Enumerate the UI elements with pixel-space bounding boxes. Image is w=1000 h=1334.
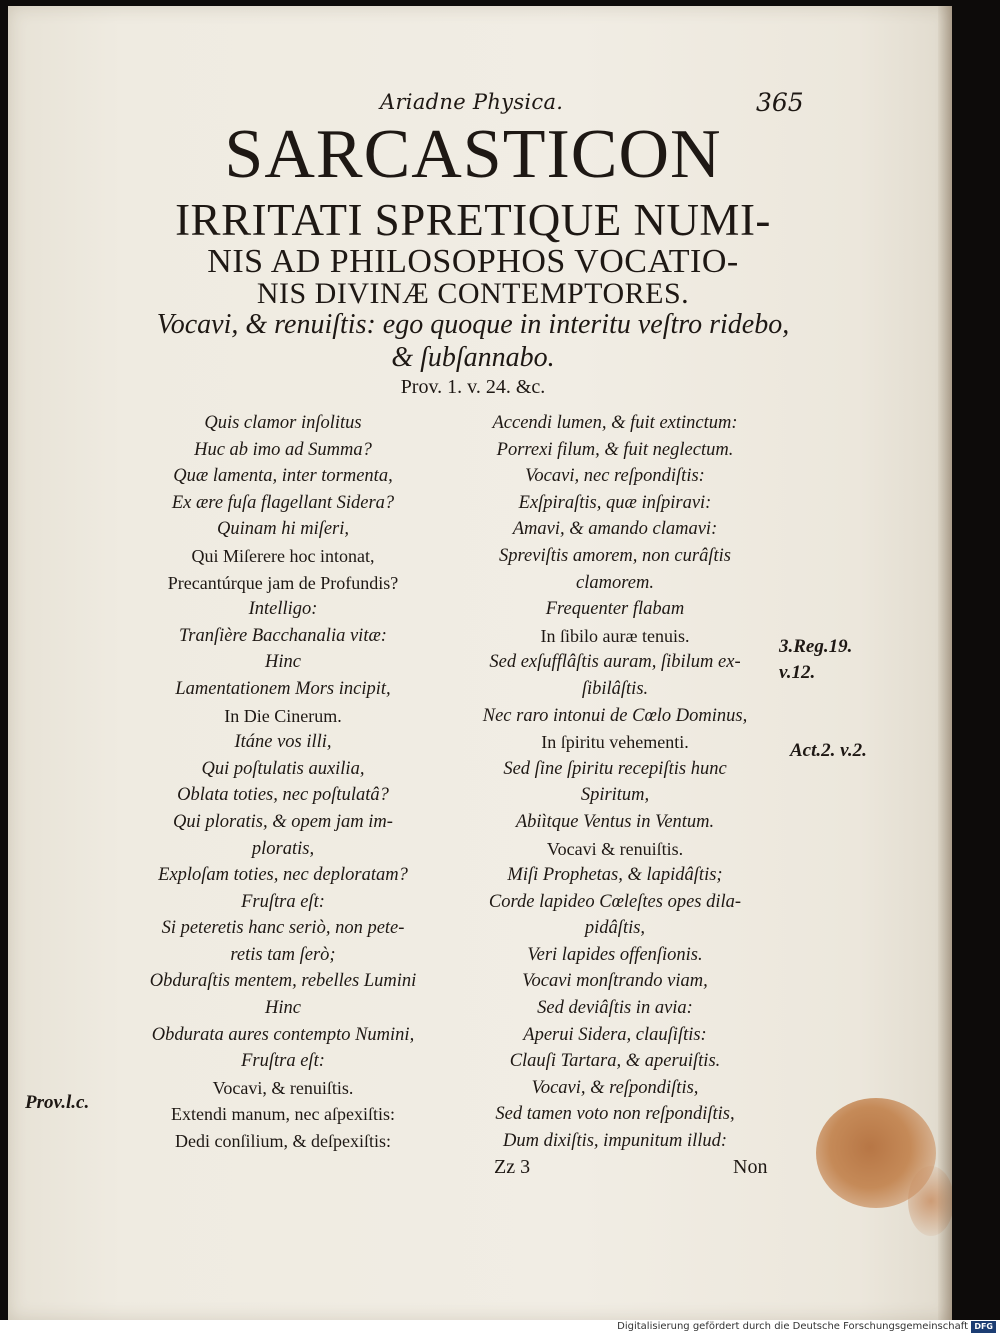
verse-line: Hinc [265,998,301,1019]
right-verse-column [455,410,775,1155]
verse-line: retis tam ſerò; [230,944,336,965]
verse-line: Quæ lamenta, inter tormenta, [173,466,393,487]
verse-line: Obduraſtis mentem, rebelles Lumini [149,971,417,992]
verse-line: Exſpiraſtis, quæ inſpiravi: [518,492,712,513]
footer-credit: Digitalisierung gefördert durch die Deutsche Forschungsgemeinschaft [617,1321,968,1332]
verse-line: Sed ſine ſpiritu recepiſtis hunc [503,758,727,779]
verse-line: Vocavi, & reſpondiſtis, [531,1077,699,1098]
margin-note-prov: Prov.l.c. [25,1092,90,1113]
verse-line: Sed exſufflâſtis auram, ſibilum ex- [489,652,741,673]
catchword: Non [733,1156,768,1178]
margin-note-reg-line-1: 3.Reg.19. [779,636,853,657]
verse-line: Frequenter flabam [545,599,685,620]
verse-line: Extendi manum, nec aſpexiſtis: [171,1104,395,1125]
verse-line: Hinc [265,652,301,673]
verse-line: Oblata toties, nec poſtulatâ? [177,785,389,806]
verse-line: Quinam hi miſeri, [216,519,350,540]
verse-line: In Die Cinerum. [224,705,342,726]
page-edge-shadow [938,6,952,1320]
verse-line: Fruſtra eſt: [241,1051,325,1072]
page-title: SARCASTICON [224,116,722,193]
left-verse-column [123,410,443,1155]
margin-note-reg-line-2: v.12. [779,662,816,683]
verse-line: Miſi Prophetas, & lapidâſtis; [507,865,723,886]
verse-line: Vocavi, nec reſpondiſtis: [525,466,705,487]
subtitle-line-1: IRRITATI SPRETIQUE NUMI- [175,195,771,245]
verse-line: Fruſtra eſt: [241,891,325,912]
verse-line: Accendi lumen, & fuit extinctum: [492,413,738,433]
verse-line: Ex ære fuſa flagellant Sidera? [171,492,395,513]
verse-line: Itáne vos illi, [234,732,332,753]
epigraph-line-2: & ſubſannabo. [391,342,555,373]
verse-line: In ſibilo auræ tenuis. [540,625,690,646]
verse-line: Aperui Sidera, clauſiſtis: [523,1024,707,1045]
verse-line: Quis clamor inſolitus [204,413,362,433]
running-head: Ariadne Physica. [380,90,564,114]
signature-mark: Zz 3 [494,1156,531,1178]
verse-line: Abiìtque Ventus in Ventum. [515,811,715,832]
verse-line: Obdurata aures contempto Numini, [151,1024,415,1045]
verse-line: ſibilâſtis. [581,678,649,699]
verse-line: Huc ab imo ad Summa? [194,439,372,460]
verse-line: Dedi conſilium, & deſpexiſtis: [175,1131,391,1152]
verse-line: Qui Miſerere hoc intonat, [191,545,375,566]
verse-line: Qui ploratis, & opem jam im- [173,811,393,832]
footer-bar [0,1320,1000,1334]
verse-line: Porrexi filum, & fuit neglectum. [496,439,734,460]
scanned-page [8,6,952,1320]
verse-line: pidâſtis, [584,918,646,939]
verse-line: Vocavi monſtrando viam, [522,971,708,992]
epigraph-line-1: Vocavi, & renuiſtis: ego quoque in interitu veſtro ridebo, [156,309,790,340]
scripture-reference: Prov. 1. v. 24. &c. [400,376,546,398]
verse-line: Corde lapideo Cœleſtes opes dila- [488,891,742,912]
verse-line: clamorem. [576,572,654,593]
verse-line: Exploſam toties, nec deploratam? [158,865,408,886]
margin-note-reg [779,634,852,686]
verse-line: Sed tamen voto non reſpondiſtis, [495,1104,735,1125]
subtitle-line-2: NIS AD PHILOSOPHOS VOCATIO- [207,243,739,280]
verse-line: Dum dixiſtis, impunitum illud: [502,1131,728,1152]
dfg-logo-icon: DFG [971,1321,996,1333]
verse-line: Veri lapides offenſionis. [527,944,703,965]
verse-line: Vocavi, & renuiſtis. [212,1077,354,1098]
page-number: 365 [756,88,804,117]
verse-line: Nec raro intonui de Cœlo Dominus, [482,705,748,726]
verse-line: Amavi, & amando clamavi: [512,519,718,540]
verse-line: Lamentationem Mors incipit, [175,678,391,699]
verse-line: ploratis, [251,838,315,859]
verse-line: Vocavi & renuiſtis. [546,838,684,859]
verse-line: Intelligo: [248,599,318,620]
verse-line: Spreviſtis amorem, non curâſtis [499,545,731,566]
verse-line: Si peteretis hanc seriò, non pete- [161,918,405,939]
margin-note-act: Act.2. v.2. [790,740,867,761]
verse-line: Spiritum, [580,785,650,806]
verse-line: Tranſière Bacchanalia vitæ: [179,625,387,646]
verse-line: Sed deviâſtis in avia: [537,998,693,1019]
verse-line: Clauſi Tartara, & aperuiſtis. [509,1051,721,1072]
verse-line: Precantúrque jam de Profundis? [167,572,399,593]
subtitle-line-3: NIS DIVINÆ CONTEMPTORES. [256,277,690,310]
verse-line: Qui poſtulatis auxilia, [201,758,365,779]
verse-line: In ſpiritu vehementi. [541,732,689,753]
